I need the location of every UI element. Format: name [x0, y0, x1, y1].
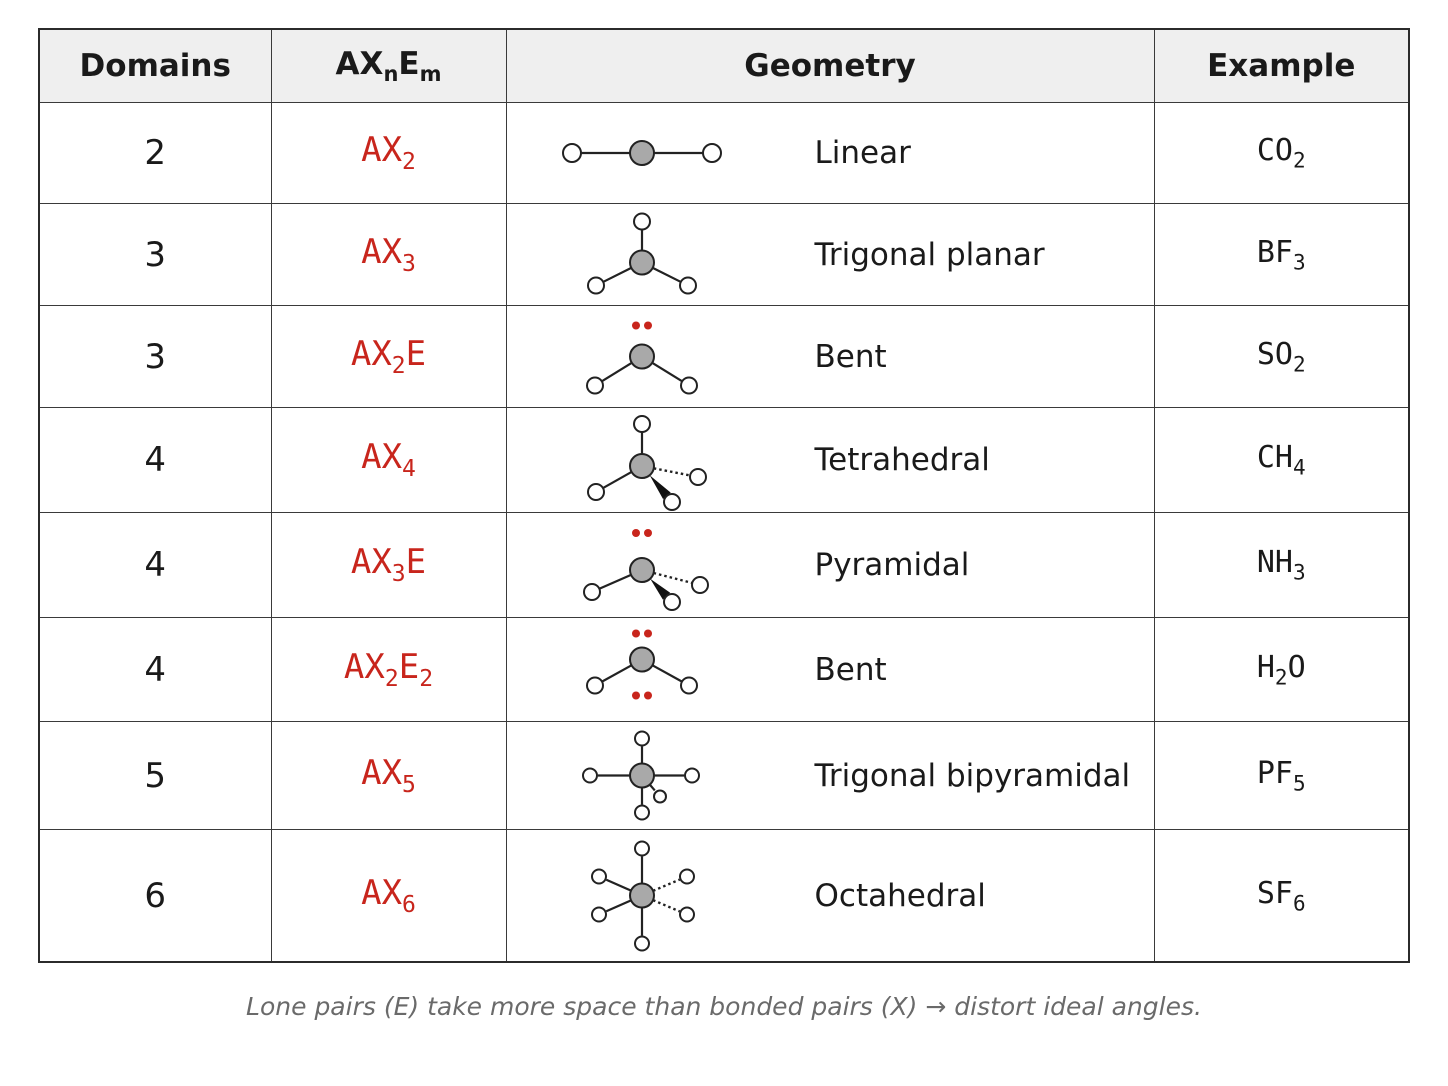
subscript: 5 [402, 772, 416, 799]
lone-pair [632, 630, 652, 638]
table-row [39, 830, 1409, 963]
central-atom [630, 141, 654, 165]
geometry-cell [506, 618, 1154, 722]
molecule-diagram-pyramidal [507, 513, 797, 617]
table-row [39, 204, 1409, 306]
geometry-cell [506, 513, 1154, 618]
bonded-atom-top [635, 842, 649, 856]
bonded-atom-lower-right [680, 908, 694, 922]
example-cell [1154, 103, 1409, 204]
bonded-atom-right-bond [652, 665, 681, 681]
formula-text: AX [361, 130, 403, 171]
subscript: 6 [402, 892, 416, 919]
central-atom [630, 345, 654, 369]
notation-cell [271, 103, 506, 204]
geometry-cell [506, 103, 1154, 204]
header-notation [271, 29, 506, 103]
header-geometry: Geometry [506, 29, 1154, 103]
subscript: 2 [1292, 352, 1306, 377]
notation-cell [271, 830, 506, 963]
bonded-atom-bottom [635, 806, 649, 820]
bonded-atom-left-bond [602, 472, 631, 488]
formula-text: E [405, 333, 427, 374]
geometry-name: Tetrahedral [814, 442, 990, 478]
central-atom [630, 454, 654, 478]
bonded-atom-front [654, 791, 666, 803]
formula-text: H [1256, 649, 1275, 685]
molecule-diagram-bent-two-lone-pairs [507, 618, 797, 721]
molecule-diagram-linear [507, 103, 797, 203]
bonded-atom-top [635, 732, 649, 746]
geometry-name: Octahedral [814, 877, 986, 914]
example-cell [1154, 618, 1409, 722]
header-row [39, 29, 1409, 103]
table-body [39, 103, 1409, 963]
bonded-atom-left [587, 378, 603, 394]
formula-text: AX [343, 646, 385, 687]
central-atom [630, 251, 654, 275]
example-cell [1154, 306, 1409, 408]
formula-text: CH [1256, 440, 1293, 476]
header-notation-sub-n: n [383, 62, 399, 87]
bonded-atom-right [703, 144, 721, 162]
bonded-atom-left-bond [602, 665, 631, 681]
table-row [39, 306, 1409, 408]
bonded-atom-back-bond [653, 468, 689, 475]
table-row [39, 103, 1409, 204]
bonded-atom-front-bond [649, 785, 654, 791]
subscript: 6 [1292, 891, 1306, 916]
bonded-atom-top [634, 416, 650, 432]
bonded-atom-upper-right [680, 870, 694, 884]
bonded-atom-left [563, 144, 581, 162]
bonded-atom-lower-right-bond [653, 900, 680, 911]
bonded-atom-right [681, 378, 697, 394]
subscript: 2 [1292, 148, 1306, 173]
header-notation-sub-m: m [419, 62, 442, 87]
table-row [39, 722, 1409, 830]
bonded-atom-left [584, 584, 600, 600]
example-cell [1154, 513, 1409, 618]
table-row [39, 408, 1409, 513]
bonded-atom-right [680, 278, 696, 294]
bonded-atom-lower-left-bond [606, 900, 631, 911]
bonded-atom-left [587, 678, 603, 694]
geometry-name: Bent [814, 338, 887, 375]
bonded-atom-right-bond [652, 363, 682, 381]
geometry-name: Bent [814, 651, 887, 688]
domains-cell: 4 [39, 618, 271, 722]
domains-cell: 4 [39, 408, 271, 513]
bonded-atom-left-bond [603, 268, 631, 282]
domains-cell: 3 [39, 306, 271, 408]
subscript: 3 [1292, 250, 1306, 275]
notation-cell [271, 618, 506, 722]
formula-text: O [1287, 649, 1306, 685]
bonded-atom-left-bond [601, 363, 631, 381]
lone-pair [632, 529, 652, 537]
formula-text: NH [1256, 545, 1293, 581]
subscript: 2 [1274, 665, 1288, 690]
geometry-cell [506, 830, 1154, 963]
bonded-atom-upper-left [592, 870, 606, 884]
molecule-diagram-tetrahedral [507, 408, 797, 512]
bonded-atom-bottom [635, 937, 649, 951]
subscript: 3 [402, 251, 416, 278]
molecule-diagram-bent-one-lone-pair [507, 306, 797, 407]
geometry-cell [506, 722, 1154, 830]
bonded-atom-right [685, 769, 699, 783]
bonded-atom-back [690, 469, 706, 485]
subscript: 2 [419, 666, 434, 693]
geometry-cell [506, 306, 1154, 408]
central-atom [630, 558, 654, 582]
formula-text: AX [361, 752, 403, 793]
bonded-atom-left-bond [599, 575, 631, 589]
bonded-atom-back-bond [653, 573, 692, 583]
formula-text: E [398, 646, 420, 687]
geometry-name: Linear [814, 135, 911, 171]
formula-text: AX [361, 231, 403, 272]
central-atom [630, 884, 654, 908]
bonded-atom-upper-right-bond [653, 880, 680, 891]
geometry-cell [506, 408, 1154, 513]
domains-cell: 2 [39, 103, 271, 204]
subscript: 2 [384, 666, 399, 693]
molecule-diagram-trigonal-bipyramidal [507, 722, 797, 829]
domains-cell: 3 [39, 204, 271, 306]
bonded-atom-left [583, 769, 597, 783]
formula-text: SO [1256, 336, 1293, 372]
bonded-atom-left [588, 484, 604, 500]
bonded-atom-right [681, 678, 697, 694]
lone-pair [632, 692, 652, 700]
notation-cell [271, 722, 506, 830]
bonded-atom-upper-left-bond [606, 880, 631, 891]
header-example: Example [1154, 29, 1409, 103]
central-atom [630, 648, 654, 672]
formula-text: PF [1256, 755, 1293, 791]
header-notation-base: AX [335, 45, 384, 82]
central-atom [630, 764, 654, 788]
bonded-atom-lower-left [592, 908, 606, 922]
geometry-name: Trigonal planar [814, 236, 1045, 273]
lone-pair [632, 322, 652, 330]
domains-cell: 6 [39, 830, 271, 963]
notation-cell [271, 513, 506, 618]
table-row [39, 618, 1409, 722]
table-row [39, 513, 1409, 618]
footnote: Lone pairs (E) take more space than bonded pairs (X) → distort ideal angles. [246, 992, 1202, 1021]
example-cell [1154, 722, 1409, 830]
subscript: 3 [391, 561, 406, 588]
bonded-atom-left [588, 278, 604, 294]
formula-text: SF [1256, 875, 1293, 911]
geometry-name: Trigonal bipyramidal [814, 757, 1131, 794]
bonded-atom-right-bond [652, 268, 680, 282]
formula-text: AX [350, 333, 392, 374]
formula-text: AX [361, 872, 403, 913]
example-cell [1154, 204, 1409, 306]
example-cell [1154, 408, 1409, 513]
subscript: 3 [1292, 560, 1306, 585]
header-notation-mid: E [398, 45, 420, 82]
molecule-diagram-octahedral [507, 830, 797, 961]
bonded-atom-back [692, 577, 708, 593]
subscript: 5 [1292, 771, 1306, 796]
header-domains: Domains [39, 29, 271, 103]
domains-cell: 4 [39, 513, 271, 618]
notation-cell [271, 204, 506, 306]
subscript: 4 [402, 456, 416, 483]
molecule-diagram-trigonal-planar [507, 204, 797, 305]
formula-text: BF [1256, 234, 1293, 270]
bonded-atom-front [664, 594, 680, 610]
domains-cell: 5 [39, 722, 271, 830]
bonded-atom-front [664, 494, 680, 510]
geometry-name: Pyramidal [814, 547, 970, 583]
geometry-cell [506, 204, 1154, 306]
vsepr-table [38, 28, 1410, 963]
example-cell [1154, 830, 1409, 963]
subscript: 2 [391, 353, 406, 380]
formula-text: E [405, 542, 427, 583]
subscript: 2 [402, 149, 416, 176]
subscript: 4 [1292, 455, 1306, 480]
notation-cell [271, 306, 506, 408]
formula-text: AX [361, 437, 403, 478]
formula-text: CO [1256, 133, 1293, 169]
bonded-atom-top [634, 214, 650, 230]
formula-text: AX [350, 542, 392, 583]
notation-cell [271, 408, 506, 513]
